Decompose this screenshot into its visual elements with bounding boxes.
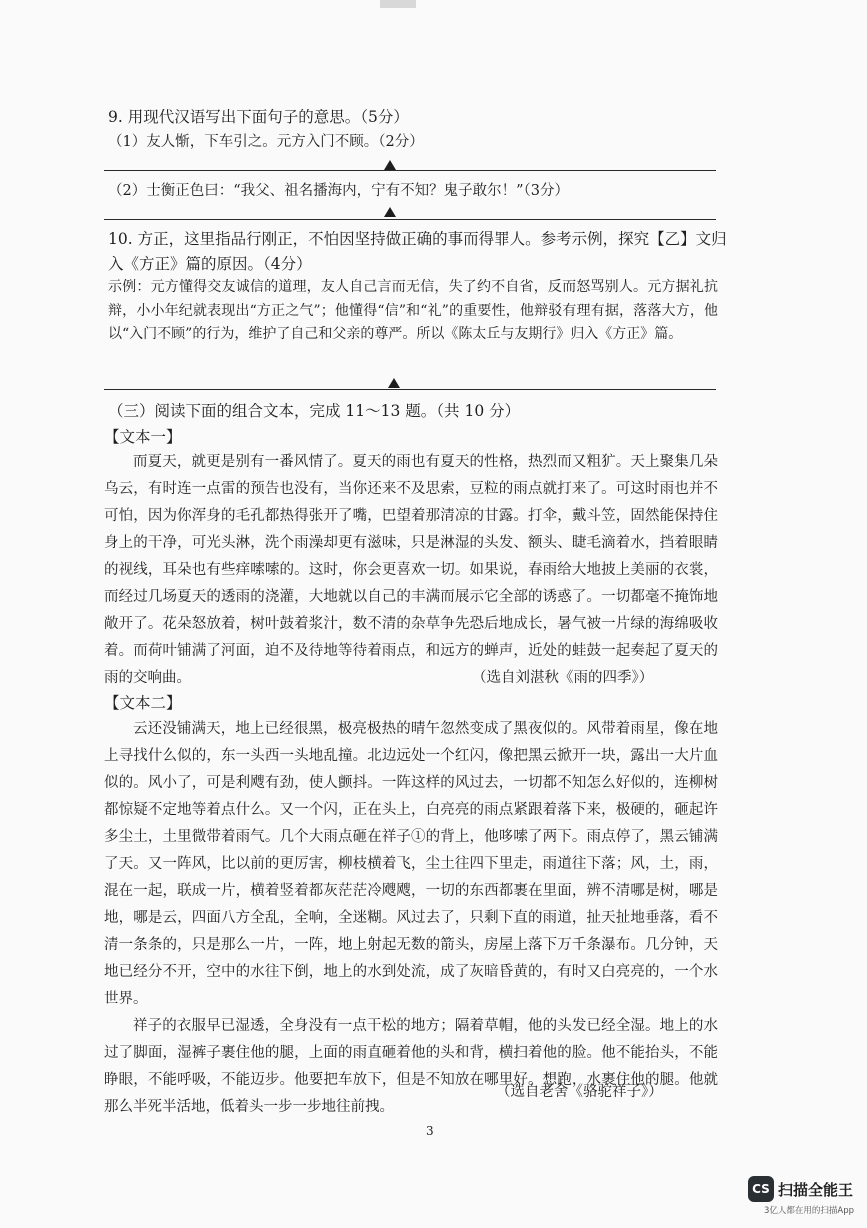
scan-edge-mark	[380, 0, 416, 8]
text-1-paragraph: 而夏天，就更是别有一番风情了。夏天的雨也有夏天的性格，热烈而又粗犷。天上聚集几朵乌云，有时连一点雷的预告也没有，当你还来不及思索，豆粒的雨点就打来了。可这时雨也并不可怕，因为你浑身的毛孔都热得张开了嘴，巴望着那清凉的甘露。打伞，戴斗笠，固然能保持住身上的干净，可光头淋，洗个雨澡却更有滋味，只是淋湿的头发、额头、睫毛滴着水，挡着眼睛的视线，耳朵也有些痒嗦嗦的。这时，你会更喜欢一切。如果说，春雨给大地披上美丽的衣裳，而经过几场夏天的透雨的浇灌，大地就以自己的丰满而展示它全部的诱惑了。一切都毫不掩饰地敞开了。花朵怒放着，树叶鼓着浆汁，数不清的杂草争先恐后地成长，暑气被一片绿的海绵吸收着。而荷叶铺满了河面，迫不及待地等待着雨点，和远方的蝉声，近处的蛙鼓一起奏起了夏天的雨的交响曲。	[104, 454, 718, 686]
q10-line-1: 10. 方正，这里指品行刚正，不怕因坚持做正确的事而得罪人。参考示例，探究【乙】文归	[108, 230, 727, 248]
text-1-label: 【文本一】	[104, 428, 182, 446]
section-3-title: （三）阅读下面的组合文本，完成 11～13 题。（共 10 分）	[108, 402, 521, 420]
camscanner-name: 扫描全能王	[778, 1180, 854, 1199]
q9-sentence-2: （2）士衡正色曰：“我父、祖名播海内，宁有不知？鬼子敢尔！”（3分）	[108, 183, 570, 199]
text-2-paragraph-2: 祥子的衣服早已湿透，全身没有一点干松的地方；隔着草帽，他的头发已经全湿。地上的水过了脚面，湿裤子裹住他的腿，上面的雨直砸着他的头和背，横扫着他的脸。他不能抬头，不能睁眼，不能呼吸，不能迈步。他要把车放下，但是不知放在哪里好。想跑，水裹住他的腿。他就那么半死半活地，低着头一步一步地往前拽。	[104, 1018, 718, 1115]
text-2-paragraph-1: 云还没铺满天，地上已经很黑，极亮极热的晴午忽然变成了黑夜似的。风带着雨星，像在地上寻找什么似的，东一头西一头地乱撞。北边远处一个红闪，像把黑云掀开一块，露出一大片血似的。风小了，可是利飕有劲，使人颤抖。一阵这样的风过去，一切都不知怎么好似的，连柳树都惊疑不定地等着点什么。又一个闪，正在头上，白亮亮的雨点紧跟着落下来，极硬的，砸起许多尘土，土里微带着雨气。几个大雨点砸在祥子①的背上，他哆嗦了两下。雨点停了，黑云铺满了天。又一阵风，比以前的更厉害，柳枝横着飞，尘土往四下里走，雨道往下落；风，土，雨，混在一起，联成一片，横着竖着都灰茫茫冷飕飕，一切的东西都裹在里面，辨不清哪是树，哪是地，哪是云，四面八方全乱，全响，全迷糊。风过去了，只剩下直的雨道，扯天扯地垂落，看不清一条条的，只是那么一片，一阵，地上射起无数的箭头，房屋上落下万千条瀑布。几分钟，天地已经分不开，空中的水往下倒，地上的水到处流，成了灰暗昏黄的，有时又白亮亮的，一个水世界。	[104, 721, 718, 1007]
answer-line	[104, 219, 716, 220]
answer-line	[104, 389, 716, 390]
answer-line	[104, 170, 716, 171]
answer-marker	[388, 378, 400, 388]
q10-example: 示例：元方懂得交友诚信的道理，友人自己言而无信，失了约不自省，反而怒骂别人。元方据礼抗辩，小小年纪就表现出“方正之气”；他懂得“信”和“礼”的重要性，他辩驳有理有据，落落大方，他以“入门不顾”的行为，维护了自己和父亲的尊严。所以《陈太丘与友期行》归入《方正》篇。	[108, 279, 718, 342]
text-1-body	[104, 449, 718, 692]
q9-sentence-1: （1）友人惭，下车引之。元方入门不顾。（2分）	[108, 134, 424, 150]
text-2-label: 【文本二】	[104, 694, 182, 712]
camscanner-logo	[748, 1176, 853, 1202]
camscanner-tagline: 3亿人都在用的扫描App	[764, 1206, 855, 1216]
text-2-body	[104, 716, 718, 1121]
answer-marker	[384, 160, 396, 170]
answer-marker	[384, 207, 396, 217]
camscanner-icon: CS	[748, 1176, 774, 1202]
page-number: 3	[426, 1124, 434, 1138]
text-2-source: （选自老舍《骆驼祥子》）	[496, 1084, 663, 1100]
q9-title: 9. 用现代汉语写出下面句子的意思。（5分）	[108, 108, 409, 126]
text-1-source: （选自刘湛秋《雨的四季》）	[472, 670, 654, 686]
q10-line-2: 入《方正》篇的原因。（4分）	[108, 255, 312, 273]
